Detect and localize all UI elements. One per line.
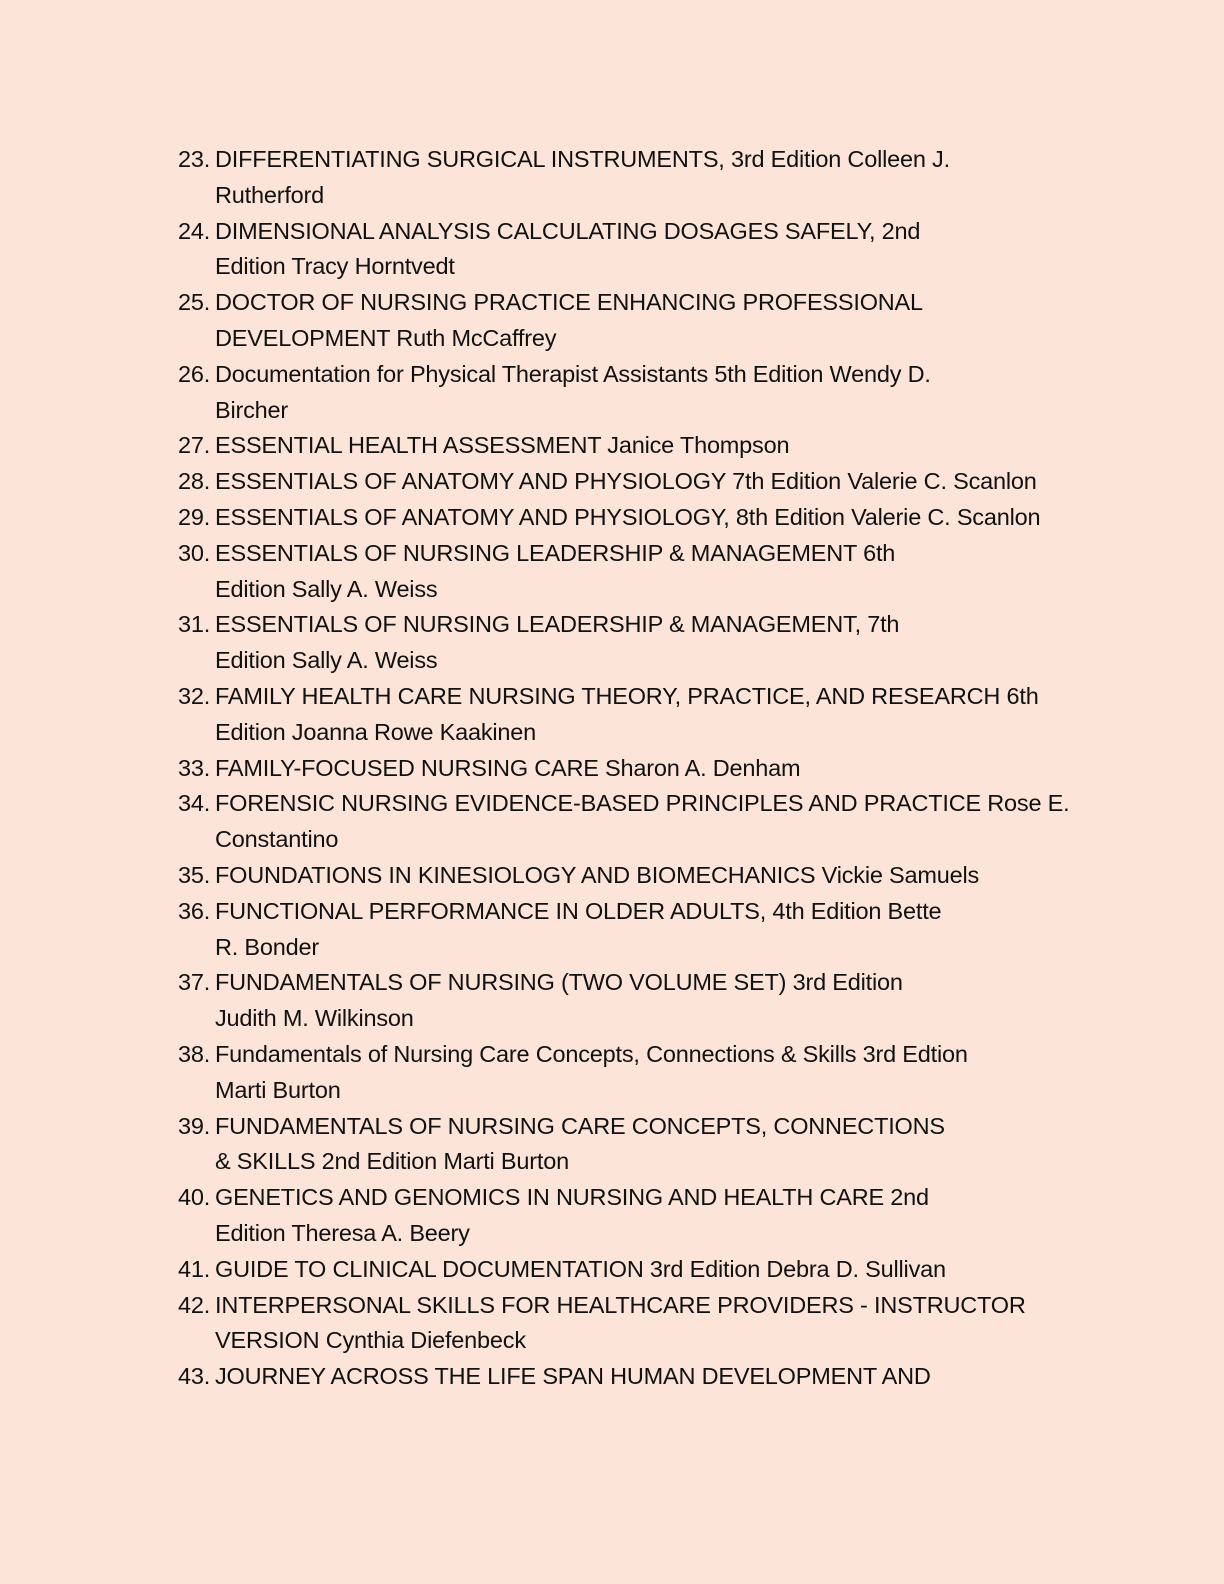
list-item-text-line: INTERPERSONAL SKILLS FOR HEALTHCARE PROVIDERS - INSTRUCTOR [215, 1291, 1026, 1318]
list-item-number: 34. [178, 790, 211, 817]
list-item-number: 38. [178, 1040, 211, 1067]
list-item [178, 1037, 1078, 1109]
list-item-text-line: & SKILLS 2nd Edition Marti Burton [215, 1148, 569, 1175]
list-item-text-line: Edition Theresa A. Beery [215, 1219, 470, 1246]
list-item [178, 214, 1078, 286]
list-item-text-line: Constantino [215, 826, 339, 853]
list-item-number: 30. [178, 539, 211, 566]
book-entries [178, 142, 1078, 1395]
list-item-text-line: ESSENTIALS OF NURSING LEADERSHIP & MANAGEMENT, 7th [215, 611, 900, 638]
list-item-text-line: GUIDE TO CLINICAL DOCUMENTATION 3rd Edition Debra D. Sullivan [215, 1255, 946, 1282]
list-item-number: 43. [178, 1363, 211, 1390]
list-item [178, 285, 1078, 357]
list-item-text-line: DOCTOR OF NURSING PRACTICE ENHANCING PROFESSIONAL [215, 289, 923, 316]
list-item-text-line: GENETICS AND GENOMICS IN NURSING AND HEALTH CARE 2nd [215, 1184, 929, 1211]
list-item [178, 858, 1078, 894]
list-item-number: 25. [178, 289, 211, 316]
list-item [178, 786, 1078, 858]
list-item-text-line: Edition Joanna Rowe Kaakinen [215, 718, 537, 745]
list-item-text-line: ESSENTIAL HEALTH ASSESSMENT Janice Thompson [215, 432, 790, 459]
list-item-number: 36. [178, 897, 211, 924]
list-item-number: 26. [178, 360, 211, 387]
list-item-number: 31. [178, 611, 211, 638]
list-item-text-line: FUNDAMENTALS OF NURSING CARE CONCEPTS, CONNECTIONS [215, 1112, 945, 1139]
list-item-text-line: DIMENSIONAL ANALYSIS CALCULATING DOSAGES SAFELY, 2nd [215, 217, 921, 244]
list-item [178, 751, 1078, 787]
list-item-text-line: FAMILY-FOCUSED NURSING CARE Sharon A. Denham [215, 754, 801, 781]
list-item-text-line: Marti Burton [215, 1076, 341, 1103]
list-item-text-line: FOUNDATIONS IN KINESIOLOGY AND BIOMECHANICS Vickie Samuels [215, 861, 980, 888]
list-item-number: 35. [178, 861, 211, 888]
list-item-number: 37. [178, 969, 211, 996]
list-item-number: 32. [178, 682, 211, 709]
list-item-text-line: ESSENTIALS OF ANATOMY AND PHYSIOLOGY 7th Edition Valerie C. Scanlon [215, 468, 1037, 495]
list-item-text-line: Edition Sally A. Weiss [215, 647, 438, 674]
list-item-text-line: Bircher [215, 396, 289, 423]
list-item-number: 27. [178, 432, 211, 459]
list-item-text-line: FORENSIC NURSING EVIDENCE-BASED PRINCIPLES AND PRACTICE Rose E. [215, 790, 1070, 817]
list-item [178, 894, 1078, 966]
list-item-number: 33. [178, 754, 211, 781]
list-item-number: 39. [178, 1112, 211, 1139]
book-list [178, 142, 1078, 1395]
list-item-text-line: ESSENTIALS OF NURSING LEADERSHIP & MANAGEMENT 6th [215, 539, 896, 566]
list-item-number: 40. [178, 1184, 211, 1211]
list-item-text-line: ESSENTIALS OF ANATOMY AND PHYSIOLOGY, 8th Edition Valerie C. Scanlon [215, 503, 1041, 530]
list-item [178, 500, 1078, 536]
list-item-number: 29. [178, 503, 211, 530]
list-item [178, 357, 1078, 429]
list-item-number: 23. [178, 146, 211, 172]
list-item-number: 28. [178, 468, 211, 495]
list-item [178, 965, 1078, 1037]
list-item-text-line: Judith M. Wilkinson [215, 1005, 414, 1032]
list-item-text-line: Edition Sally A. Weiss [215, 575, 438, 602]
list-item-text-line: Edition Tracy Horntvedt [215, 253, 455, 280]
list-item-text-line: VERSION Cynthia Diefenbeck [215, 1327, 526, 1354]
list-item [178, 1359, 1078, 1395]
list-item-text-line: DEVELOPMENT Ruth McCaffrey [215, 324, 557, 351]
list-item-text-line: Rutherford [215, 181, 325, 208]
list-item-text-line: DIFFERENTIATING SURGICAL INSTRUMENTS, 3rd Edition Colleen J. [215, 146, 950, 172]
list-item-text-line: FUNCTIONAL PERFORMANCE IN OLDER ADULTS, 4th Edition Bette [215, 897, 942, 924]
list-item [178, 428, 1078, 464]
list-item [178, 464, 1078, 500]
list-item [178, 1109, 1078, 1181]
list-item-text-line: JOURNEY ACROSS THE LIFE SPAN HUMAN DEVELOPMENT AND [215, 1363, 931, 1390]
list-item [178, 142, 1078, 214]
list-item [178, 536, 1078, 608]
list-item-number: 41. [178, 1255, 211, 1282]
list-item-number: 42. [178, 1291, 211, 1318]
list-item [178, 1252, 1078, 1288]
list-item [178, 1180, 1078, 1252]
list-item-text-line: R. Bonder [215, 933, 320, 960]
list-item-text-line: Fundamentals of Nursing Care Concepts, Connections & Skills 3rd Edtion [215, 1040, 968, 1067]
list-item-number: 24. [178, 217, 211, 244]
list-item-text-line: FAMILY HEALTH CARE NURSING THEORY, PRACTICE, AND RESEARCH 6th [215, 682, 1039, 709]
list-item [178, 679, 1078, 751]
list-item [178, 607, 1078, 679]
list-item-text-line: Documentation for Physical Therapist Assistants 5th Edition Wendy D. [215, 360, 931, 387]
list-item-text-line: FUNDAMENTALS OF NURSING (TWO VOLUME SET) 3rd Edition [215, 969, 903, 996]
list-item [178, 1288, 1078, 1360]
